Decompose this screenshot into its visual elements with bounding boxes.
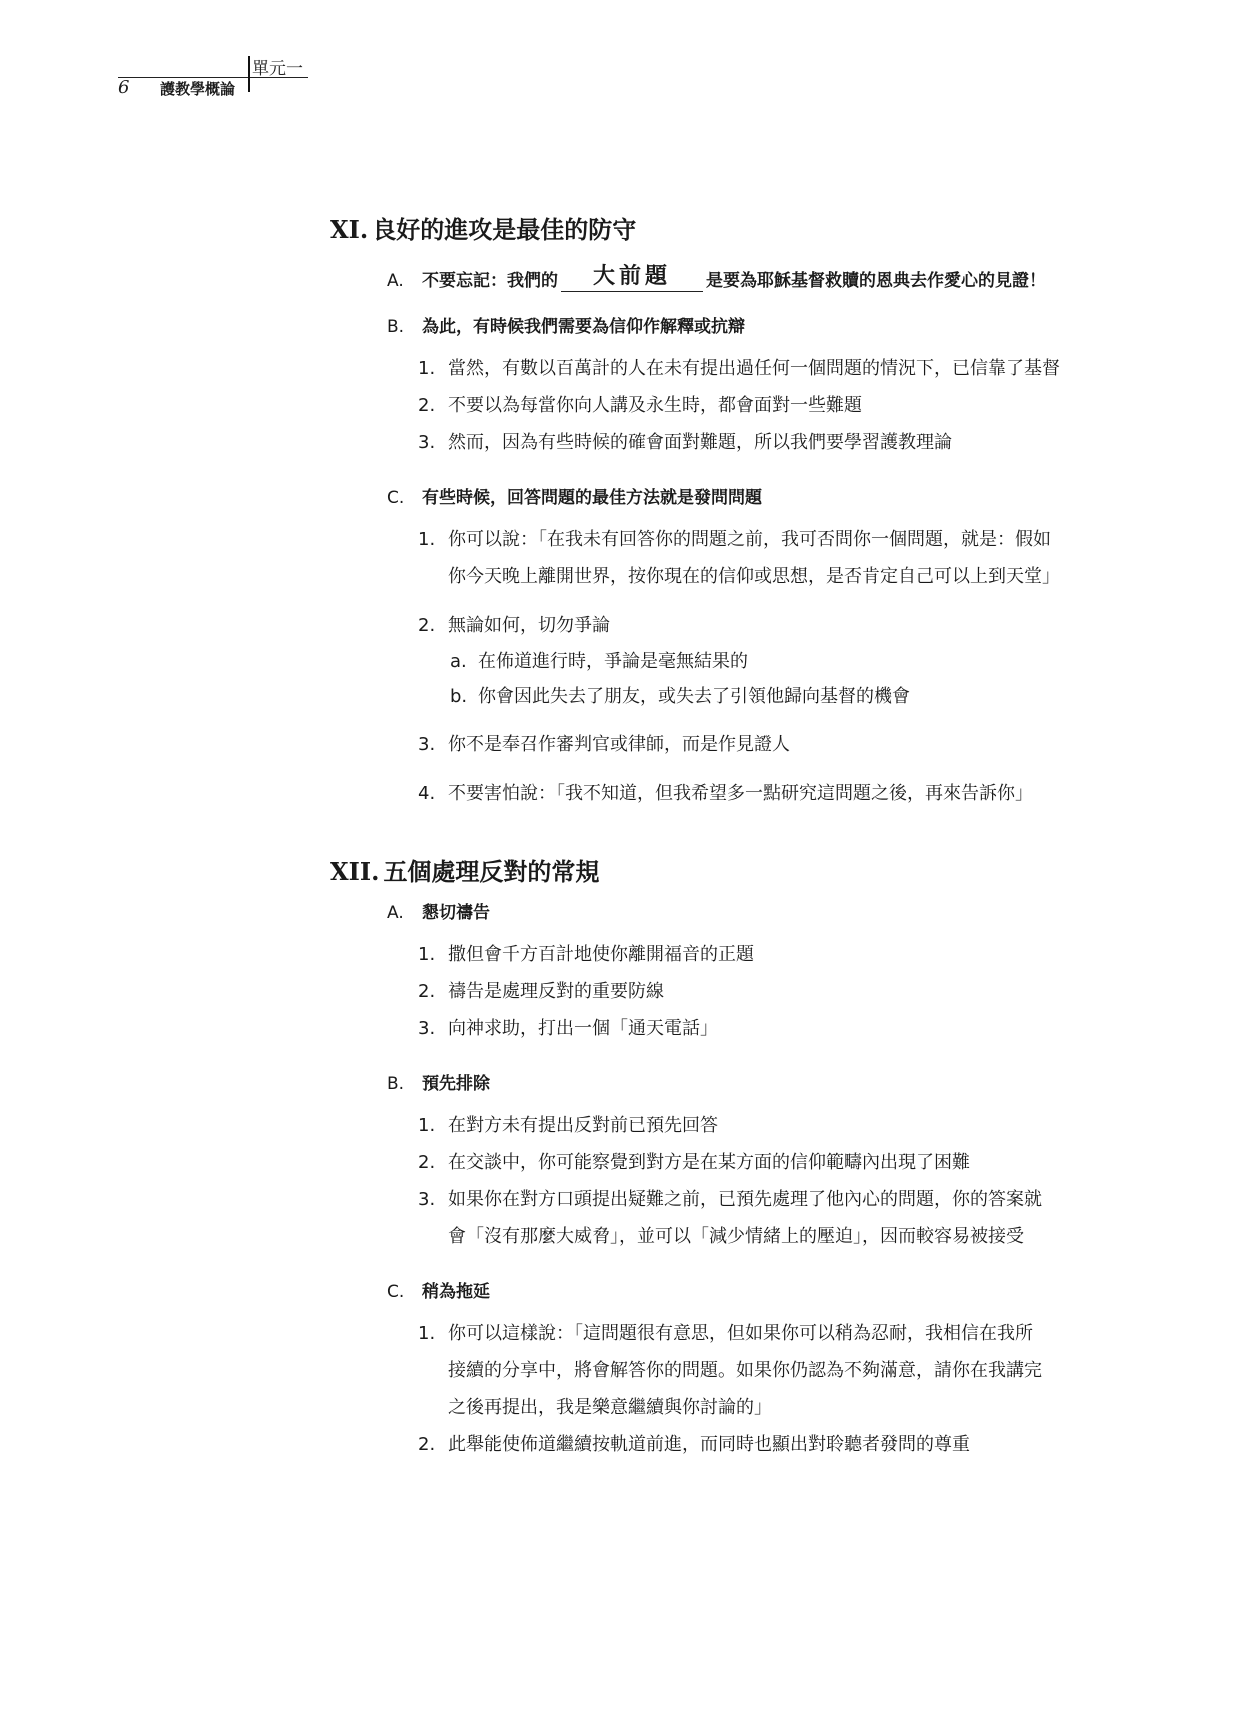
- item-label: 2.: [418, 981, 436, 1002]
- item-label: 2.: [418, 1434, 436, 1455]
- list-item: [330, 1181, 1120, 1218]
- point-text: 預先排除: [422, 1074, 490, 1094]
- list-item: [330, 726, 1120, 763]
- sub-item-label: a.: [450, 651, 467, 672]
- item-label: 1.: [418, 1323, 436, 1344]
- list-item-continuation: [330, 1352, 1120, 1389]
- list-item: [330, 1144, 1120, 1181]
- point-label: C.: [387, 1282, 405, 1302]
- item-label: 3.: [418, 734, 436, 755]
- point-xii-c: [330, 1273, 1120, 1311]
- point-label: A.: [387, 903, 404, 923]
- header-divider: [248, 56, 250, 92]
- item-text-line: 之後再提出，我是樂意繼續與你討論的」: [448, 1397, 772, 1418]
- item-label: 2.: [418, 395, 436, 416]
- fill-in-blank: [561, 263, 703, 292]
- point-xi-a: [330, 262, 1120, 300]
- section-title: 良好的進攻是最佳的防守: [372, 215, 637, 244]
- item-label: 2.: [418, 1152, 436, 1173]
- item-label: 1.: [418, 944, 436, 965]
- list-item: [330, 936, 1120, 973]
- list-item: [330, 424, 1120, 461]
- text-after-blank: 是要為耶穌基督救贖的恩典去作愛心的見證！: [706, 271, 1046, 291]
- point-label: A.: [387, 271, 404, 291]
- point-xi-c: [330, 479, 1120, 517]
- item-text: 此舉能使佈道繼續按軌道前進，而同時也顯出對聆聽者發問的尊重: [448, 1434, 970, 1455]
- sub-item-text: 在佈道進行時，爭論是毫無結果的: [478, 651, 748, 672]
- item-text: 不要以為每當你向人講及永生時，都會面對一些難題: [448, 395, 862, 416]
- blank-answer: 大前題: [592, 263, 671, 289]
- item-label: 1.: [418, 358, 436, 379]
- item-text: 當然，有數以百萬計的人在未有提出過任何一個問題的情況下，已信靠了基督: [448, 358, 1060, 379]
- item-text-line: 你可以這樣說：「這問題很有意思，但如果你可以稍為忍耐，我相信在我所: [448, 1323, 1033, 1344]
- item-text: 向神求助，打出一個「通天電話」: [448, 1018, 718, 1039]
- item-text-line: 如果你在對方口頭提出疑難之前，已預先處理了他內心的問題，你的答案就: [448, 1189, 1042, 1210]
- point-text: 稍為拖延: [422, 1282, 490, 1302]
- list-item: [330, 1315, 1120, 1352]
- section-number: XI.: [330, 215, 369, 244]
- item-label: 2.: [418, 615, 436, 636]
- list-item: [330, 350, 1120, 387]
- page-body: [330, 210, 1120, 1463]
- book-title: 護教學概論: [160, 80, 236, 98]
- item-text-line: 你可以說：「在我未有回答你的問題之前，我可否問你一個問題，就是：假如: [448, 529, 1051, 550]
- item-label: 3.: [418, 1189, 436, 1210]
- item-text: 禱告是處理反對的重要防線: [448, 981, 664, 1002]
- list-item: [330, 387, 1120, 424]
- page-number: 6: [118, 77, 130, 98]
- item-text-line: 接續的分享中，將會解答你的問題。如果你仍認為不夠滿意，請你在我講完: [448, 1360, 1042, 1381]
- list-item: [330, 521, 1120, 558]
- point-label: C.: [387, 488, 405, 508]
- list-item-continuation: [330, 558, 1120, 595]
- item-text: 在交談中，你可能察覺到對方是在某方面的信仰範疇內出現了困難: [448, 1152, 970, 1173]
- section-xii-heading: [330, 852, 1120, 892]
- point-xii-a: [330, 894, 1120, 932]
- list-item: [330, 1107, 1120, 1144]
- section-title: 五個處理反對的常規: [383, 857, 600, 886]
- item-label: 3.: [418, 1018, 436, 1039]
- point-label: B.: [387, 1074, 405, 1094]
- point-xii-b: [330, 1065, 1120, 1103]
- point-text: [422, 263, 1046, 291]
- item-text-line: 會「沒有那麼大威脅」，並可以「減少情緒上的壓迫」，因而較容易被接受: [448, 1226, 1024, 1247]
- point-text: 為此，有時候我們需要為信仰作解釋或抗辯: [422, 317, 745, 337]
- sub-item: [330, 644, 1120, 679]
- unit-label: 單元一: [252, 59, 303, 79]
- item-label: 4.: [418, 783, 436, 804]
- sub-item-text: 你會因此失去了朋友，或失去了引領他歸向基督的機會: [478, 686, 910, 707]
- item-text: 然而，因為有些時候的確會面對難題，所以我們要學習護教理論: [448, 432, 952, 453]
- point-text: 有些時候，回答問題的最佳方法就是發問問題: [422, 488, 762, 508]
- point-text: 懇切禱告: [422, 903, 490, 923]
- list-item: [330, 1010, 1120, 1047]
- list-item: [330, 1426, 1120, 1463]
- text-before-blank: 不要忘記：我們的: [422, 271, 558, 291]
- sub-item-label: b.: [450, 686, 468, 707]
- item-text: 不要害怕說：「我不知道，但我希望多一點研究這問題之後，再來告訴你」: [448, 783, 1033, 804]
- list-item: [330, 973, 1120, 1010]
- item-text-line: 你今天晚上離開世界，按你現在的信仰或思想，是否肯定自己可以上到天堂」: [448, 566, 1060, 587]
- section-number: XII.: [330, 857, 380, 886]
- item-text: 撒但會千方百計地使你離開福音的正題: [448, 944, 754, 965]
- list-item-continuation: [330, 1389, 1120, 1426]
- list-item: [330, 607, 1120, 644]
- item-label: 3.: [418, 432, 436, 453]
- point-xi-b: [330, 308, 1120, 346]
- list-item: [330, 775, 1120, 812]
- list-item-continuation: [330, 1218, 1120, 1255]
- item-label: 1.: [418, 529, 436, 550]
- point-label: B.: [387, 317, 405, 337]
- item-label: 1.: [418, 1115, 436, 1136]
- item-text: 無論如何，切勿爭論: [448, 615, 610, 636]
- section-xi-heading: [330, 210, 1120, 250]
- item-text: 在對方未有提出反對前已預先回答: [448, 1115, 718, 1136]
- item-text: 你不是奉召作審判官或律師，而是作見證人: [448, 734, 790, 755]
- sub-item: [330, 679, 1120, 714]
